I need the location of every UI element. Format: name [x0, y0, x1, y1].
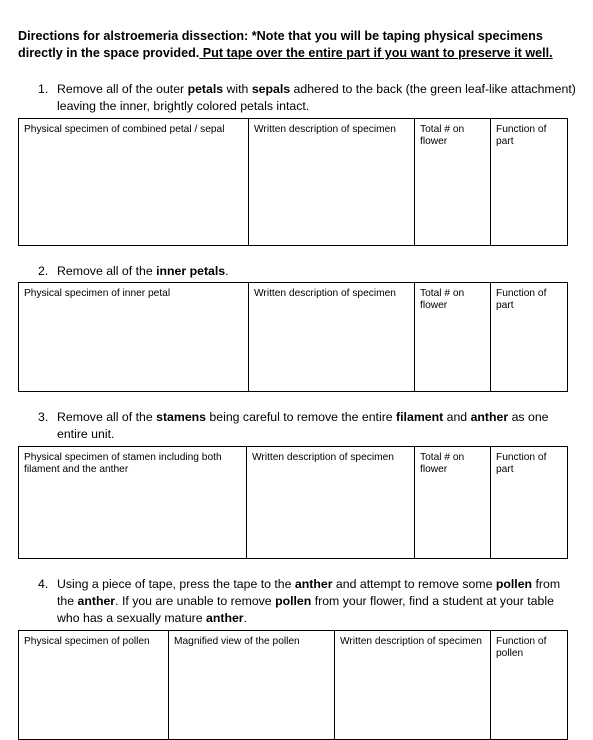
text-run: from the	[57, 577, 561, 608]
text-run: and attempt to remove some	[332, 577, 496, 591]
directions-bold-text: Directions for alstroemeria dissection: *Note that you will be taping physical specimens directly in the space provided.	[18, 29, 543, 60]
table-header-cell: Magnified view of the pollen	[169, 631, 335, 740]
bold-term: stamens	[156, 410, 207, 424]
step-text	[57, 576, 578, 627]
bold-term: anther	[206, 611, 244, 625]
step-number: 4.	[38, 577, 49, 591]
text-run: and	[443, 410, 471, 424]
bold-term: pollen	[275, 594, 312, 608]
bold-term: petals	[187, 82, 224, 96]
table-header-cell: Physical specimen of stamen including both filament and the anther	[19, 447, 247, 559]
step-text	[57, 81, 578, 115]
step-text	[57, 263, 578, 280]
table-header-cell: Written description of specimen	[249, 119, 415, 246]
bold-term: pollen	[495, 577, 533, 591]
bold-term: anther	[77, 594, 116, 608]
step-2-instruction	[38, 263, 578, 280]
bold-term: anther	[470, 410, 509, 424]
text-run: Using a piece of tape, press the tape to the	[57, 577, 295, 591]
text-run: adhered to the back (the green leaf-like attachment) leaving the inner, brightly colored petals intact.	[57, 82, 576, 113]
text-run: .	[225, 264, 229, 278]
step-3-instruction	[38, 409, 578, 443]
step-text	[57, 409, 578, 443]
text-run: as one entire unit.	[57, 410, 549, 441]
step-number: 3.	[38, 410, 49, 424]
step-number: 2.	[38, 264, 49, 278]
bold-term: sepals	[251, 82, 291, 96]
table-header-cell: Physical specimen of inner petal	[19, 283, 249, 392]
step-1-instruction	[38, 81, 578, 115]
directions-underlined-text: Put tape over the entire part if you want to preserve it well.	[199, 46, 553, 60]
directions-heading	[18, 28, 578, 62]
text-run: .	[243, 611, 248, 625]
text-run: being careful to remove the entire	[206, 410, 397, 424]
text-run: Remove all of the outer	[57, 82, 188, 96]
text-run: with	[223, 82, 252, 96]
table-header-cell: Written description of specimen	[335, 631, 491, 740]
bold-term: filament	[396, 410, 444, 424]
table-header-cell: Function of part	[491, 283, 568, 392]
step-4-instruction	[38, 576, 578, 627]
table-header-cell: Total # on flower	[415, 283, 491, 392]
text-run: Remove all of the	[57, 264, 157, 278]
table-header-cell: Physical specimen of pollen	[19, 631, 169, 740]
bold-term: inner petals	[156, 264, 226, 278]
text-run: Remove all of the	[57, 410, 157, 424]
bold-term: anther	[294, 577, 333, 591]
step-1-table	[18, 118, 568, 246]
table-header-cell: Physical specimen of combined petal / sepal	[19, 119, 249, 246]
table-header-cell: Written description of specimen	[249, 283, 415, 392]
table-header-cell: Total # on flower	[415, 119, 491, 246]
table-header-cell: Written description of specimen	[247, 447, 415, 559]
text-run: . If you are unable to remove	[115, 594, 276, 608]
text-run: from your flower, find a student at your table who has a sexually mature	[57, 594, 554, 625]
step-3-table	[18, 446, 568, 559]
step-2-table	[18, 282, 568, 392]
table-header-cell: Function of part	[491, 447, 568, 559]
table-header-cell: Total # on flower	[415, 447, 491, 559]
table-header-cell: Function of pollen	[491, 631, 568, 740]
step-number: 1.	[38, 82, 49, 96]
table-header-cell: Function of part	[491, 119, 568, 246]
